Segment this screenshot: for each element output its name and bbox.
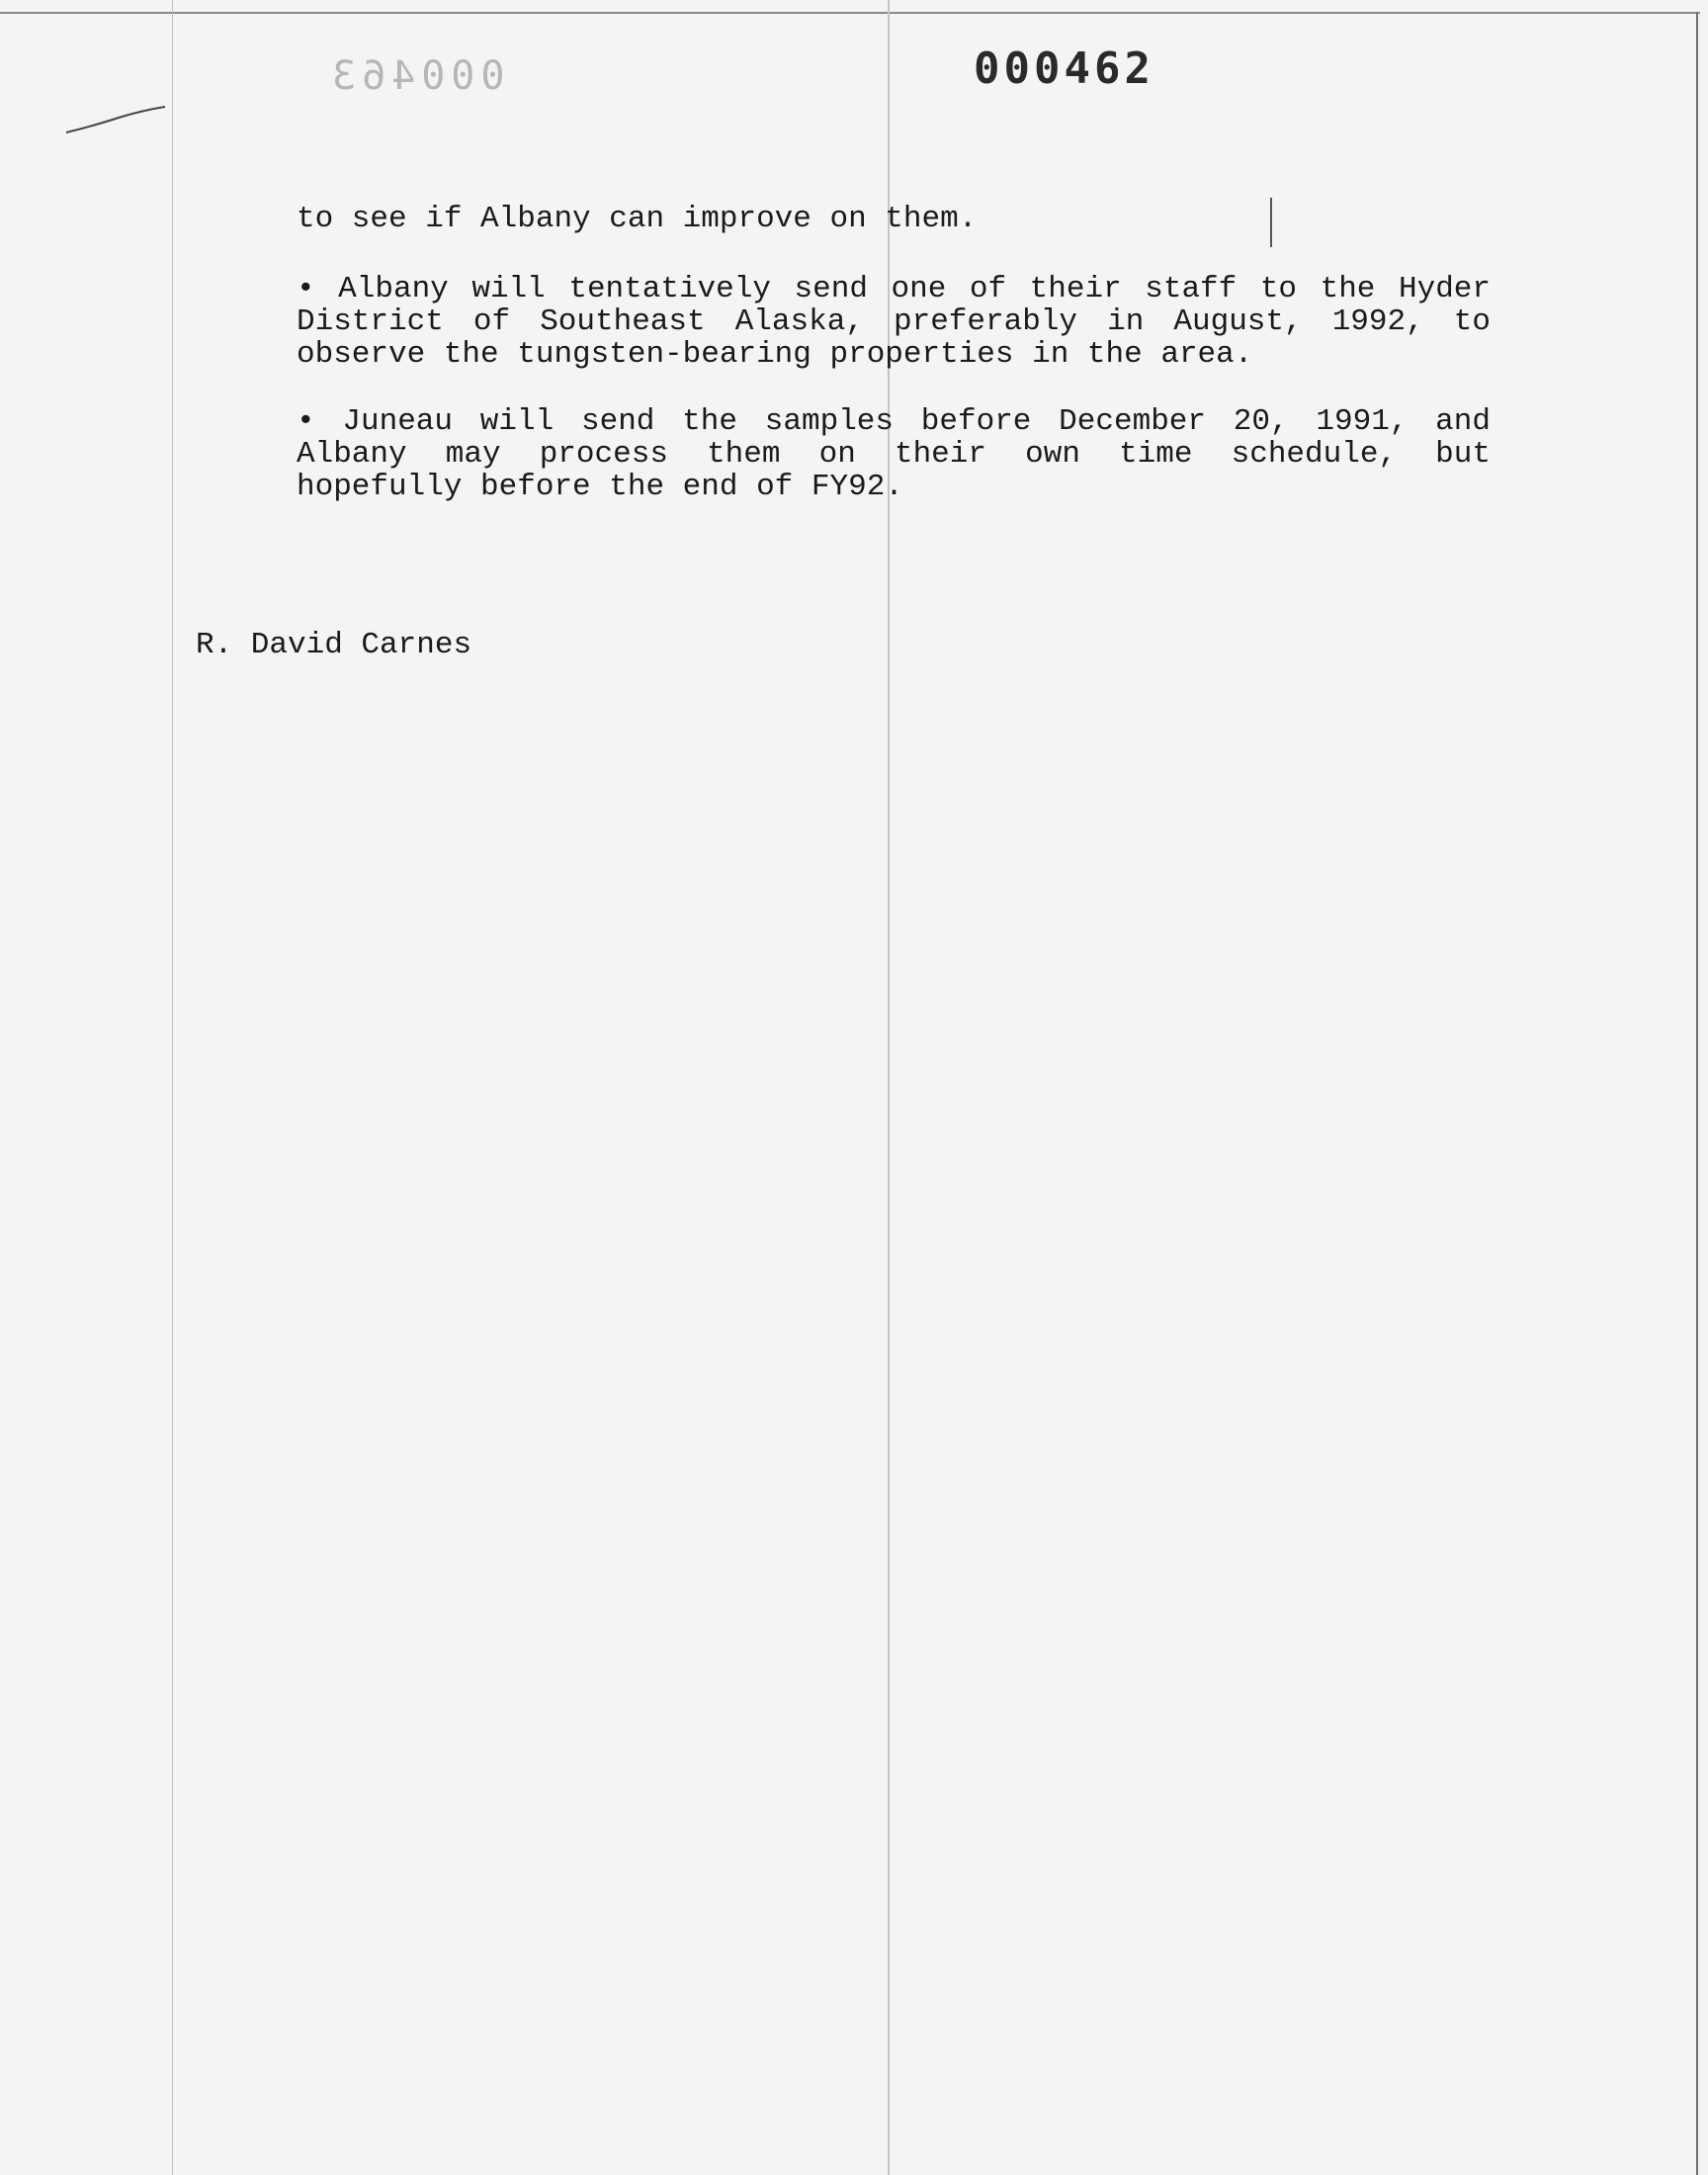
bullet-paragraph-hyder: • Albany will tentatively send one of their staff to the Hyder District of Southeast Alaska, preferably in August, 1992, to observe the tungsten-bearing properties in the area.	[297, 272, 1491, 372]
continuation-line: to see if Albany can improve on them.	[297, 202, 978, 236]
bullet-paragraph-juneau: • Juneau will send the samples before December 20, 1991, and Albany may process them on their own time schedule, but hopefully before the end of FY92.	[297, 404, 1491, 504]
scan-fold-line-left	[172, 0, 173, 2175]
page-top-edge	[0, 12, 1700, 14]
author-signature: R. David Carnes	[196, 628, 472, 662]
page-right-edge	[1696, 12, 1698, 2175]
page-stamp-number: 000462	[974, 44, 1154, 94]
pen-mark	[61, 99, 170, 138]
bleed-through-page-number: 000463	[326, 53, 505, 99]
